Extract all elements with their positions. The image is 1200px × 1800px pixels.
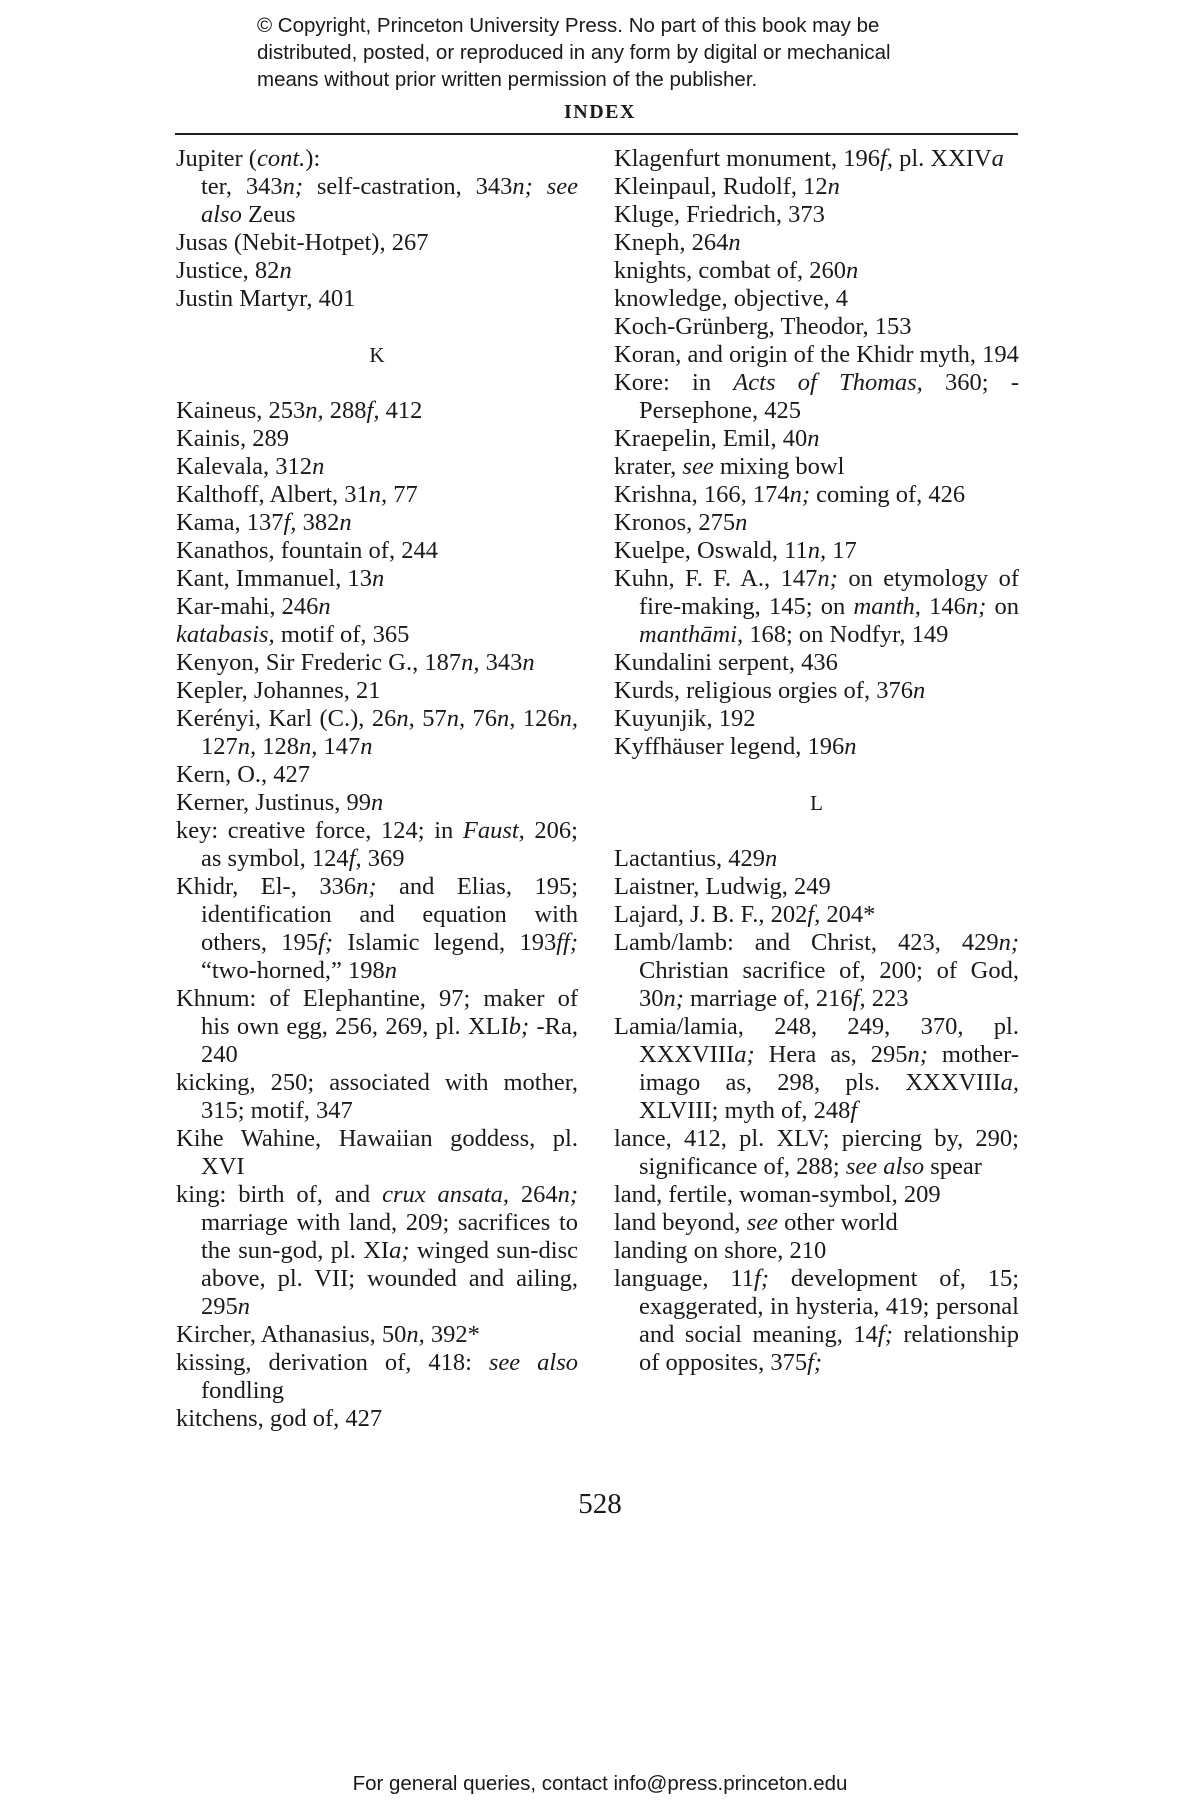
entry-text: relationship of opposites, 375: [639, 1321, 1020, 1376]
index-letter-heading: K: [369, 343, 385, 367]
entry-text: Kihe Wahine, Hawaiian goddess, pl. XVI: [176, 1125, 578, 1180]
entry-text: f,: [366, 397, 380, 424]
entry-text: Faust,: [462, 817, 525, 844]
entry-text: f,: [283, 509, 297, 536]
index-entry: [176, 257, 578, 285]
index-entry: [614, 1265, 1019, 1377]
entry-text: Krishna, 166, 174: [614, 481, 790, 508]
entry-text: ff;: [556, 929, 579, 956]
entry-text: see also: [201, 173, 579, 228]
entry-text: winged sun-disc above, pl. VII; wounded and ailing, 295: [201, 1237, 578, 1320]
entry-text: Christian sacrifice of, 200; of God, 30: [639, 957, 1019, 1012]
copyright-notice: [257, 12, 977, 93]
entry-text: Kraepelin, Emil, 40: [614, 425, 808, 452]
entry-text: king: birth of, and: [176, 1181, 383, 1208]
entry-text: knowledge, objective, 4: [614, 285, 849, 312]
entry-text: language, 11: [614, 1265, 755, 1292]
entry-text: see: [746, 1209, 778, 1236]
entry-text: a,: [1000, 1069, 1019, 1096]
entry-text: n: [912, 677, 926, 704]
entry-text: b;: [508, 1013, 530, 1040]
entry-text: and Elias, 195; identification and equation with others, 195: [201, 873, 578, 956]
index-entry: [176, 705, 578, 761]
entry-text: fondling: [201, 1377, 285, 1404]
index-entry: [614, 873, 1019, 901]
index-entry: [614, 1125, 1019, 1181]
entry-text: n,: [807, 537, 827, 564]
entry-text: on: [986, 593, 1020, 620]
entry-text: n,: [446, 705, 466, 732]
entry-text: 360; -Persephone, 425: [639, 369, 1020, 424]
entry-text: n,: [406, 1321, 425, 1348]
entry-text: Jupiter (: [176, 145, 257, 172]
entry-text: 412: [379, 397, 423, 424]
entry-text: 204*: [820, 901, 876, 928]
copyright-line: means without prior written permission of the publisher.: [257, 68, 758, 91]
entry-text: XLVIII; myth of, 248: [639, 1097, 851, 1124]
entry-text: n: [844, 733, 857, 760]
entry-text: Kluge, Friedrich, 373: [614, 201, 825, 228]
entry-text: Klagenfurt monument, 196: [614, 145, 881, 172]
entry-text: n;: [356, 873, 377, 900]
index-entry: [176, 1125, 578, 1181]
index-entry: [614, 705, 1019, 733]
index-entry: [614, 845, 1019, 873]
index-entry: [614, 369, 1019, 425]
entry-text: “two-horned,” 198: [201, 957, 385, 984]
entry-text: n;: [907, 1041, 928, 1068]
entry-text: n;: [282, 173, 304, 200]
entry-text: n: [735, 509, 748, 536]
entry-text: Kama, 137: [176, 509, 284, 536]
index-entry: [176, 1069, 578, 1125]
index-entry: [176, 481, 578, 509]
entry-text: n,: [396, 705, 415, 732]
entry-text: n: [371, 789, 384, 816]
entry-text: Kepler, Johannes, 21: [176, 677, 381, 704]
index-entry: [176, 1405, 578, 1433]
entry-text: n: [384, 957, 397, 984]
index-entry: [176, 397, 578, 425]
index-entry: [176, 1349, 578, 1405]
index-entry: [614, 901, 1019, 929]
entry-text: Kuhn, F. F. A., 147: [614, 565, 818, 592]
entry-text: n: [765, 845, 778, 872]
entry-text: n: [807, 425, 820, 452]
entry-text: n: [846, 257, 859, 284]
entry-text: 392*: [424, 1321, 480, 1348]
entry-text: 288: [323, 397, 367, 424]
copyright-line: © Copyright, Princeton University Press. No part of this book may be: [257, 14, 880, 37]
entry-text: n,: [237, 733, 257, 760]
entry-text: landing on shore, 210: [614, 1237, 827, 1264]
index-entry: [614, 341, 1019, 369]
entry-text: 223: [865, 985, 909, 1012]
entry-text: n,: [497, 705, 516, 732]
entry-text: self-castration, 343: [303, 173, 513, 200]
entry-text: Kanathos, fountain of, 244: [176, 537, 438, 564]
entry-text: 126: [515, 705, 560, 732]
entry-text: a;: [734, 1041, 755, 1068]
entry-text: a: [991, 145, 1004, 172]
index-entry: [176, 621, 578, 649]
index-entry: [176, 145, 578, 173]
index-entry: [614, 425, 1019, 453]
entry-text: f,: [807, 901, 821, 928]
index-entry: [176, 509, 578, 537]
entry-text: f,: [852, 985, 866, 1012]
entry-text: 77: [387, 481, 418, 508]
entry-text: ):: [305, 145, 321, 172]
entry-text: Kuelpe, Oswald, 11: [614, 537, 808, 564]
entry-text: n: [728, 229, 741, 256]
entry-text: Lamb/lamb: and Christ, 423, 429: [614, 929, 999, 956]
entry-text: ter, 343: [201, 173, 283, 200]
entry-text: Acts of Thomas,: [733, 369, 923, 396]
index-entry: [176, 593, 578, 621]
index-entry: [176, 789, 578, 817]
entry-text: Kalthoff, Albert, 31: [176, 481, 369, 508]
index-entry: [176, 873, 578, 985]
header-rule: [175, 133, 1018, 135]
entry-text: n,: [368, 481, 388, 508]
entry-text: -Ra, 240: [201, 1013, 578, 1068]
entry-text: Kircher, Athanasius, 50: [176, 1321, 407, 1348]
entry-text: n: [318, 593, 331, 620]
entry-text: Laistner, Ludwig, 249: [614, 873, 831, 900]
entry-text: 128: [256, 733, 299, 760]
index-entry: [614, 1013, 1019, 1125]
index-letter-heading: L: [810, 791, 823, 815]
index-entry: [614, 537, 1019, 565]
entry-text: f;: [807, 1349, 823, 1376]
entry-text: 264: [508, 1181, 558, 1208]
entry-text: 369: [361, 845, 405, 872]
index-entry: [176, 565, 578, 593]
entry-text: marriage with land, 209; sacrifices to the sun-god, pl. XI: [201, 1209, 578, 1264]
entry-text: n;: [512, 173, 533, 200]
index-entry: [614, 229, 1019, 257]
index-entry: [614, 733, 1019, 761]
entry-text: land beyond,: [614, 1209, 747, 1236]
entry-text: Lactantius, 429: [614, 845, 766, 872]
entry-text: n,: [305, 397, 324, 424]
entry-text: Kerner, Justinus, 99: [176, 789, 371, 816]
entry-text: Kyffhäuser legend, 196: [614, 733, 845, 760]
entry-text: pl. XXIV: [892, 145, 992, 172]
entry-text: Kurds, religious orgies of, 376: [614, 677, 913, 704]
entry-text: Lajard, J. B. F., 202: [614, 901, 808, 928]
index-entry: [176, 173, 578, 229]
entry-text: other world: [777, 1209, 898, 1236]
entry-text: n,: [299, 733, 318, 760]
entry-text: 17: [826, 537, 857, 564]
entry-text: Kleinpaul, Rudolf, 12: [614, 173, 828, 200]
index-entry: [614, 565, 1019, 649]
entry-text: Kore: in: [614, 369, 734, 396]
entry-text: crux ansata,: [382, 1181, 509, 1208]
entry-text: Justice, 82: [176, 257, 280, 284]
index-entry: [176, 537, 578, 565]
entry-text: n;: [965, 593, 987, 620]
entry-text: 76: [465, 705, 498, 732]
index-entry: [176, 985, 578, 1069]
running-header: INDEX: [564, 101, 636, 123]
entry-text: n: [279, 257, 292, 284]
entry-text: spear: [924, 1153, 982, 1180]
index-entry: [614, 201, 1019, 229]
index-entry: [176, 1181, 578, 1321]
entry-text: Khidr, El-, 336: [176, 873, 357, 900]
index-entry: [176, 649, 578, 677]
entry-text: mother-imago as, 298, pls. XXXVIII: [639, 1041, 1019, 1096]
index-entry: [614, 481, 1019, 509]
entry-text: Kant, Immanuel, 13: [176, 565, 372, 592]
entry-text: 146: [920, 593, 966, 620]
entry-text: 147: [317, 733, 361, 760]
entry-text: Islamic legend, 193: [333, 929, 557, 956]
entry-text: coming of, 426: [810, 481, 966, 508]
index-entry: [614, 509, 1019, 537]
index-entry: [614, 453, 1019, 481]
entry-text: see also: [845, 1153, 925, 1180]
index-entry: [176, 817, 578, 873]
entry-text: Kainis, 289: [176, 425, 289, 452]
entry-text: 168; on Nodfyr, 149: [743, 621, 949, 648]
entry-text: n: [360, 733, 373, 760]
entry-text: n;: [663, 985, 684, 1012]
entry-text: manth,: [853, 593, 921, 620]
entry-text: n;: [557, 1181, 579, 1208]
entry-text: mixing bowl: [713, 453, 845, 480]
entry-text: 57: [414, 705, 447, 732]
page-number: 528: [578, 1488, 622, 1520]
entry-text: n;: [789, 481, 810, 508]
entry-text: see also: [488, 1349, 578, 1376]
entry-text: n: [827, 173, 840, 200]
index-entry: [614, 173, 1019, 201]
index-entry: [614, 313, 1019, 341]
index-entry: [614, 145, 1019, 173]
footer-contact: For general queries, contact info@press.princeton.edu: [352, 1772, 848, 1795]
entry-text: 127: [201, 733, 238, 760]
entry-text: f;: [318, 929, 334, 956]
copyright-line: distributed, posted, or reproduced in any form by digital or mechanical: [257, 41, 891, 64]
entry-text: n: [339, 509, 352, 536]
entry-text: Jusas (Nebit-Hotpet), 267: [176, 229, 429, 256]
index-entry: [176, 453, 578, 481]
entry-text: n: [522, 649, 535, 676]
entry-text: Lamia/lamia, 248, 249, 370, pl. XXXVIII: [614, 1013, 1019, 1068]
entry-text: Kronos, 275: [614, 509, 736, 536]
entry-text: Justin Martyr, 401: [176, 285, 356, 312]
index-entry: [176, 677, 578, 705]
entry-text: marriage of, 216: [683, 985, 853, 1012]
entry-text: 382: [296, 509, 340, 536]
entry-text: f;: [877, 1321, 893, 1348]
entry-text: lance, 412, pl. XLV; piercing by, 290; significance of, 288;: [614, 1125, 1019, 1180]
entry-text: knights, combat of, 260: [614, 257, 847, 284]
entry-text: Kerényi, Karl (C.), 26: [176, 705, 397, 732]
entry-text: f: [850, 1097, 858, 1124]
entry-text: n,: [461, 649, 480, 676]
entry-text: n,: [559, 705, 579, 732]
entry-text: 206; as symbol, 124: [201, 817, 578, 872]
index-entry: [614, 1209, 1019, 1237]
entry-text: land, fertile, woman-symbol, 209: [614, 1181, 941, 1208]
entry-text: Kuyunjik, 192: [614, 705, 756, 732]
index-entry: [614, 1237, 1019, 1265]
index-entry: [176, 1321, 578, 1349]
entry-text: Kundalini serpent, 436: [614, 649, 838, 676]
index-entry: [614, 285, 1019, 313]
entry-text: see: [682, 453, 714, 480]
entry-text: manthāmi,: [639, 621, 744, 648]
entry-text: Khnum: of Elephantine, 97; maker of his own egg, 256, 269, pl. XLI: [176, 985, 578, 1040]
entry-text: Kaineus, 253: [176, 397, 306, 424]
entry-text: motif of, 365: [274, 621, 410, 648]
entry-text: krater,: [614, 453, 683, 480]
index-entry: [614, 677, 1019, 705]
index-entry: [176, 761, 578, 789]
entry-text: kicking, 250; associated with mother, 315; motif, 347: [176, 1069, 578, 1124]
entry-text: cont.: [256, 145, 306, 172]
entry-text: n;: [817, 565, 838, 592]
index-entry: [614, 1181, 1019, 1209]
entry-text: Kenyon, Sir Frederic G., 187: [176, 649, 462, 676]
entry-text: katabasis,: [176, 621, 275, 648]
entry-text: a;: [389, 1237, 410, 1264]
entry-text: development of, 15; exaggerated, in hysteria, 419; personal and social meaning, 14: [639, 1265, 1019, 1348]
index-entry: [614, 257, 1019, 285]
entry-text: Kar-mahi, 246: [176, 593, 319, 620]
entry-text: kitchens, god of, 427: [176, 1405, 383, 1432]
entry-text: on etymology of fire-making, 145; on: [639, 565, 1019, 620]
entry-text: Koch-Grünberg, Theodor, 153: [614, 313, 912, 340]
entry-text: 343: [479, 649, 523, 676]
entry-text: Kneph, 264: [614, 229, 729, 256]
index-column-left: [176, 145, 578, 1433]
index-entry: [176, 425, 578, 453]
entry-text: n: [237, 1293, 250, 1320]
entry-text: f;: [754, 1265, 769, 1292]
entry-text: Zeus: [241, 201, 296, 228]
entry-text: n;: [998, 929, 1019, 956]
entry-text: n: [312, 453, 325, 480]
index-entry: [614, 929, 1019, 1013]
entry-text: Kern, O., 427: [176, 761, 311, 788]
entry-text: kissing, derivation of, 418:: [176, 1349, 489, 1376]
entry-text: key: creative force, 124; in: [176, 817, 463, 844]
index-entry: [176, 229, 578, 257]
index-entry: [176, 285, 578, 313]
entry-text: Hera as, 295: [754, 1041, 908, 1068]
entry-text: Kalevala, 312: [176, 453, 313, 480]
entry-text: n: [371, 565, 385, 592]
entry-text: f,: [880, 145, 893, 172]
index-column-right: [614, 145, 1019, 1377]
entry-text: [533, 173, 547, 200]
index-entry: [614, 649, 1019, 677]
entry-text: f,: [348, 845, 362, 872]
entry-text: Koran, and origin of the Khidr myth, 194: [614, 341, 1019, 368]
